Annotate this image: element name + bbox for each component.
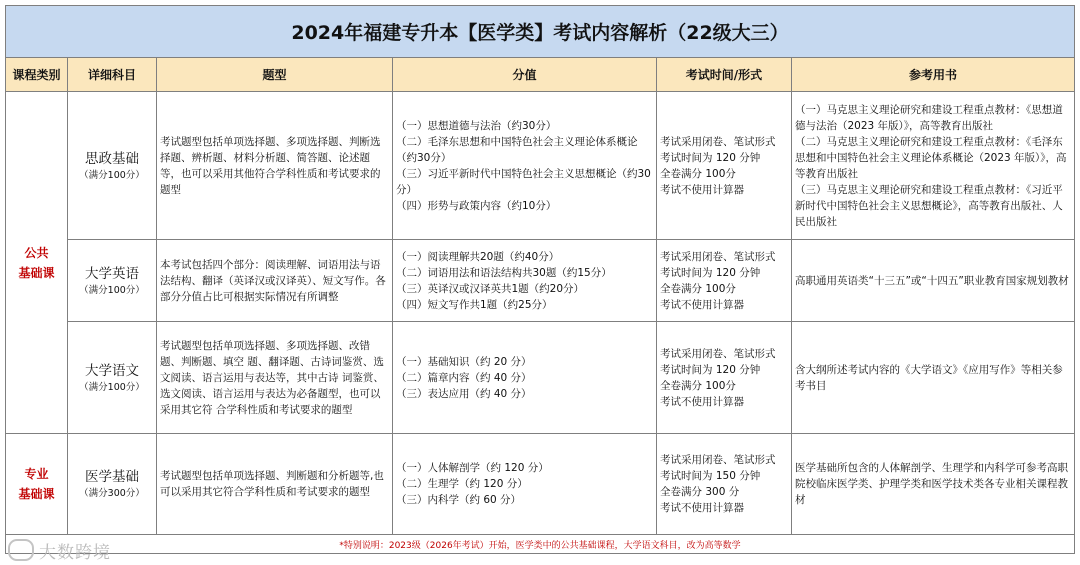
header-points: 分值 [393,58,657,92]
subject-cell [68,92,157,240]
special-note: *特别说明：2023级（2026年考试）开始，医学类中的公共基础课程，大学语文科目，改为高等数学 [6,535,1075,554]
points-list: （一）人体解剖学（约 120 分） （二）生理学（约 120 分） （三）内科学（约 60 分） [393,434,657,535]
category-public: 公共 基础课 [6,92,68,434]
watermark-logo-icon [8,539,34,561]
points-list: （一）思想道德与法治（约30分） （二）毛泽东思想和中国特色社会主义理论体系概论（约30分） （三）习近平新时代中国特色社会主义思想概论（约30分） （四）形势与政策内容（约10分） [393,92,657,240]
points-list: （一）基础知识（约 20 分） （二）篇章内容（约 40 分） （三）表达应用（约 40 分） [393,322,657,434]
subject-name: 大学英语 [85,265,139,282]
reference-books: 含大纲所述考试内容的《大学语文》《应用写作》等相关参考书目 [792,322,1075,434]
subject-score: （满分300分） [79,488,145,499]
subject-cell [68,322,157,434]
header-books: 参考用书 [792,58,1075,92]
exam-table [5,5,1075,554]
header-category: 课程类别 [6,58,68,92]
exam-format: 考试采用闭卷、笔试形式 考试时间为 150 分钟 全卷满分 300 分 考试不使用计算器 [657,434,792,535]
question-types: 本考试包括四个部分：阅读理解、词语用法与语法结构、翻译（英译汉或汉译英）、短文写作。各部分分值占比可根据实际情况有所调整 [157,240,393,322]
header-exam-format: 考试时间/形式 [657,58,792,92]
subject-name: 大学语文 [85,362,139,379]
question-types: 考试题型包括单项选择题、多项选择题、判断选择题、辨析题、材料分析题、简答题、论述题等，也可以采用其他符合学科性质和考试要求的题型 [157,92,393,240]
watermark [8,538,111,563]
header-question-types: 题型 [157,58,393,92]
page-title: 2024年福建专升本【医学类】考试内容解析（22级大三） [6,6,1075,58]
table-row [6,322,1075,434]
category-major: 专业 基础课 [6,434,68,535]
subject-score: （满分100分） [79,169,145,181]
subject-cell [68,240,157,322]
reference-books: 高职通用英语类“十三五”或“十四五”职业教育国家规划教材 [792,240,1075,322]
subject-cell [68,434,157,535]
subject-name: 医学基础 [85,469,139,485]
points-list: （一）阅读理解共20题（约40分） （二）词语用法和语法结构共30题（约15分） （三）英译汉或汉译英共1题（约20分） （四）短文写作共1题（约25分） [393,240,657,322]
exam-format: 考试采用闭卷、笔试形式 考试时间为 120 分钟 全卷满分 100分 考试不使用计算器 [657,322,792,434]
watermark-text: 大数跨境 [39,543,111,563]
reference-books: （一）马克思主义理论研究和建设工程重点教材：《思想道德与法治（2023 年版）》，高等教育出版社 （二）马克思主义理论研究和建设工程重点教材：《毛泽东思想和中国特色社会主义理论体系概论（2023 年版）》，高等教育出版社 （三）马克思主义理论研究和建设工程重点教材：《习近平新时代中国特色社会主义思想概论》，高等教育出版社、人民出版社 [792,92,1075,240]
exam-format: 考试采用闭卷、笔试形式 考试时间为 120 分钟 全卷满分 100分 考试不使用计算器 [657,240,792,322]
subject-score: （满分100分） [79,381,145,393]
subject-name: 思政基础 [85,150,139,167]
table-row [6,434,1075,535]
table-row [6,240,1075,322]
table-row [6,92,1075,240]
subject-score: （满分100分） [79,284,145,296]
question-types: 考试题型包括单项选择题、判断题和分析题等,也可以采用其它符合学科性质和考试要求的题型 [157,434,393,535]
question-types: 考试题型包括单项选择题、多项选择题、改错题、判断题、填空 题、翻译题、古诗词鉴赏、选文阅读、语言运用与表达等，其中古诗 词鉴赏、选文阅读、语言运用与表达为必备题型，也可以采用其它符 合学科性质和考试要求的题型 [157,322,393,434]
exam-table-frame [5,5,1074,559]
reference-books: 医学基础所包含的人体解剖学、生理学和内科学可参考高职院校临床医学类、护理学类和医学技术类各专业相关课程教材 [792,434,1075,535]
table-header-row [6,58,1075,92]
exam-format: 考试采用闭卷、笔试形式 考试时间为 120 分钟 全卷满分 100分 考试不使用计算器 [657,92,792,240]
header-subject: 详细科目 [68,58,157,92]
